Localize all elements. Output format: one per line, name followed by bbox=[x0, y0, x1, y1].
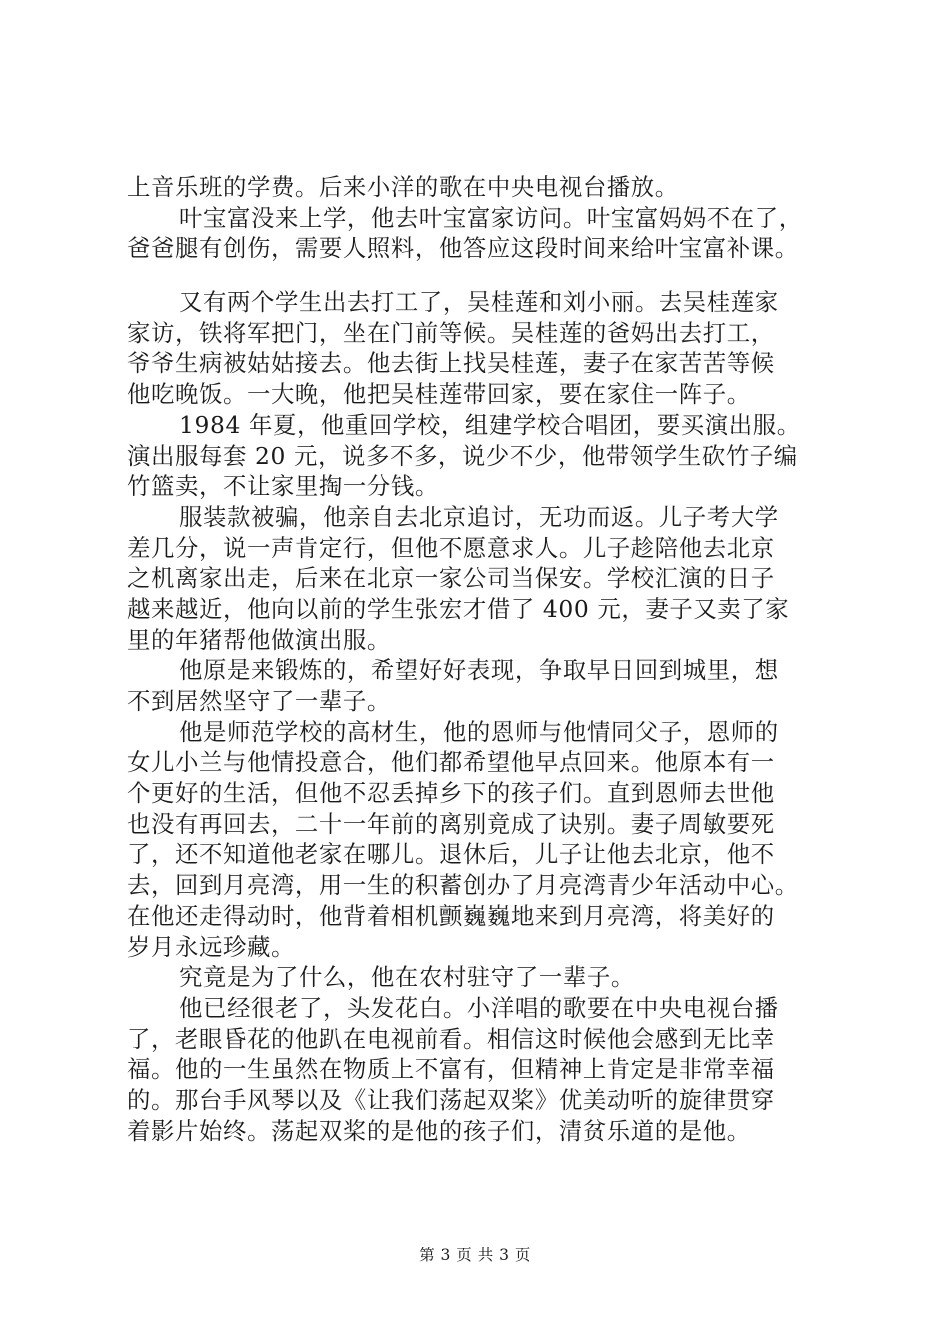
paragraph-start-line: 他已经很老了，头发花白。小洋唱的歌要在中央电视台播 bbox=[179, 993, 779, 1022]
paragraph-start-line: 1984 年夏，他重回学校，组建学校合唱团，要买演出服。 bbox=[179, 410, 801, 439]
text-line: 女儿小兰与他情投意合，他们都希望他早点回来。他原本有一 bbox=[127, 748, 775, 777]
text-line: 个更好的生活，但他不忍丢掉乡下的孩子们。直到恩师去世他 bbox=[127, 779, 775, 808]
paragraph-start-line: 他是师范学校的高材生，他的恩师与他情同父子，恩师的 bbox=[179, 717, 779, 746]
text-line: 在他还走得动时，他背着相机颤巍巍地来到月亮湾，将美好的 bbox=[127, 901, 775, 930]
text-line: 着影片始终。荡起双桨的是他的孩子们，清贫乐道的是他。 bbox=[127, 1116, 751, 1145]
text-line: 爸爸腿有创伤，需要人照料，他答应这段时间来给叶宝富补课。 bbox=[127, 234, 799, 263]
paragraph-start-line: 服装款被骗，他亲自去北京追讨，无功而返。儿子考大学 bbox=[179, 502, 779, 531]
document-body bbox=[127, 172, 847, 1146]
text-line: 去，回到月亮湾，用一生的积蓄创办了月亮湾青少年活动中心。 bbox=[127, 871, 799, 900]
text-line: 演出服每套 20 元，说多不多，说少不少，他带领学生砍竹子编 bbox=[127, 441, 798, 470]
text-line: 之机离家出走，后来在北京一家公司当保安。学校汇演的日子 bbox=[127, 564, 775, 593]
paragraph-start-line: 究竟是为了什么，他在农村驻守了一辈子。 bbox=[179, 963, 635, 992]
paragraph-gap bbox=[127, 264, 847, 287]
text-line: 也没有再回去，二十一年前的离别竟成了诀别。妻子周敏要死 bbox=[127, 809, 775, 838]
text-line: 岁月永远珍藏。 bbox=[127, 932, 295, 961]
text-line: 不到居然坚守了一辈子。 bbox=[127, 687, 391, 715]
text-line: 爷爷生病被姑姑接去。他去街上找吴桂莲，妻子在家苦苦等候 bbox=[127, 349, 775, 378]
text-line: 的。那台手风琴以及《让我们荡起双桨》优美动听的旋律贯穿 bbox=[127, 1085, 775, 1114]
page-number-footer: 第 3 页 共 3 页 bbox=[419, 1246, 531, 1264]
text-line: 上音乐班的学费。后来小洋的歌在中央电视台播放。 bbox=[127, 173, 679, 201]
text-line: 他吃晚饭。一大晚，他把吴桂莲带回家，要在家住一阵子。 bbox=[127, 380, 751, 409]
text-line: 里的年猪帮他做演出服。 bbox=[127, 625, 391, 654]
text-line: 家访，铁将军把门，坐在门前等候。吴桂莲的爸妈出去打工， bbox=[127, 318, 775, 347]
paragraph-start-line: 叶宝富没来上学，他去叶宝富家访问。叶宝富妈妈不在了， bbox=[179, 203, 803, 232]
text-line: 福。他的一生虽然在物质上不富有，但精神上肯定是非常幸福 bbox=[127, 1055, 775, 1084]
text-line: 越来越近，他向以前的学生张宏才借了 400 元，妻子又卖了家 bbox=[127, 594, 790, 623]
text-line: 竹篮卖，不让家里掏一分钱。 bbox=[127, 472, 439, 501]
text-line: 了，老眼昏花的他趴在电视前看。相信这时候他会感到无比幸 bbox=[127, 1024, 775, 1053]
paragraph-start-line: 他原是来锻炼的，希望好好表现，争取早日回到城里，想 bbox=[179, 656, 779, 685]
text-line: 差几分，说一声肯定行，但他不愿意求人。儿子趁陪他去北京 bbox=[127, 533, 775, 562]
paragraph-start-line: 又有两个学生出去打工了，吴桂莲和刘小丽。去吴桂莲家 bbox=[179, 288, 779, 317]
text-line: 了，还不知道他老家在哪儿。退休后，儿子让他去北京，他不 bbox=[127, 840, 775, 869]
